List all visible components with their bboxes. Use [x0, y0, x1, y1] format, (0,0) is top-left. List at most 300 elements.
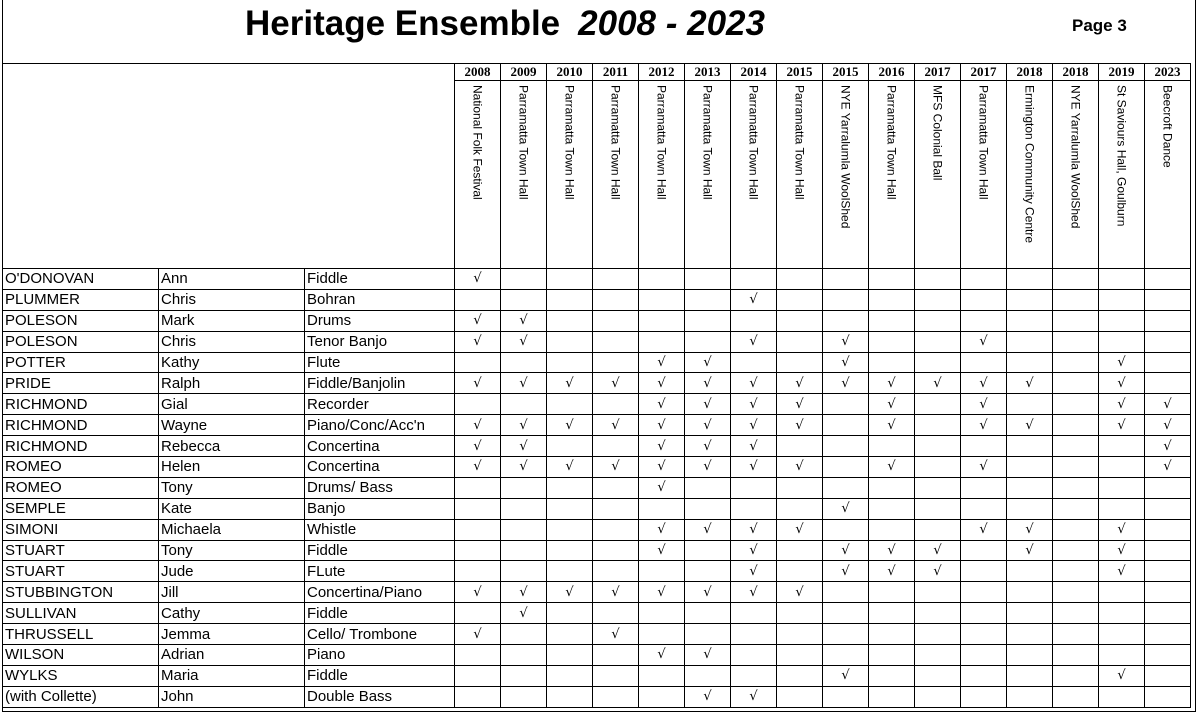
table-row — [3, 477, 1191, 498]
attendance-cell — [593, 331, 639, 352]
attendance-cell — [501, 665, 547, 686]
attendance-cell — [1007, 331, 1053, 352]
attendance-cell — [1053, 331, 1099, 352]
venue-header — [455, 81, 501, 269]
attendance-cell — [501, 540, 547, 561]
attendance-cell — [547, 498, 593, 519]
venue-label: Parramatta Town Hall — [608, 85, 623, 200]
attendance-cell — [961, 603, 1007, 624]
attendance-cell — [593, 540, 639, 561]
table-row — [3, 415, 1191, 436]
attendance-check: √ — [1099, 561, 1145, 582]
attendance-cell — [1145, 289, 1191, 310]
attendance-cell — [1053, 498, 1099, 519]
attendance-cell — [961, 269, 1007, 290]
attendance-check: √ — [455, 310, 501, 331]
attendance-cell — [593, 686, 639, 707]
attendance-cell — [1145, 582, 1191, 603]
attendance-cell — [823, 603, 869, 624]
surname-cell: SULLIVAN — [3, 603, 159, 624]
table-row — [3, 603, 1191, 624]
attendance-check: √ — [731, 540, 777, 561]
attendance-cell — [1053, 686, 1099, 707]
attendance-cell — [823, 686, 869, 707]
attendance-check: √ — [915, 561, 961, 582]
attendance-cell — [869, 289, 915, 310]
attendance-cell — [1007, 665, 1053, 686]
surname-cell: ROMEO — [3, 477, 159, 498]
year-header: 2016 — [869, 64, 915, 81]
attendance-cell — [1007, 394, 1053, 415]
attendance-check: √ — [685, 373, 731, 394]
table-row — [3, 498, 1191, 519]
year-header: 2015 — [777, 64, 823, 81]
attendance-cell — [1145, 310, 1191, 331]
attendance-check: √ — [961, 457, 1007, 478]
year-header: 2014 — [731, 64, 777, 81]
surname-cell: STUART — [3, 540, 159, 561]
venue-header — [547, 81, 593, 269]
attendance-check: √ — [731, 582, 777, 603]
attendance-cell — [915, 352, 961, 373]
attendance-cell — [1007, 498, 1053, 519]
attendance-cell — [1053, 665, 1099, 686]
attendance-cell — [1145, 331, 1191, 352]
venue-header — [1099, 81, 1145, 269]
attendance-cell — [547, 645, 593, 666]
attendance-check: √ — [1145, 415, 1191, 436]
attendance-check: √ — [915, 373, 961, 394]
attendance-cell — [915, 269, 961, 290]
attendance-check: √ — [915, 540, 961, 561]
table-row — [3, 519, 1191, 540]
attendance-cell — [685, 603, 731, 624]
attendance-check: √ — [731, 561, 777, 582]
attendance-cell — [1099, 603, 1145, 624]
attendance-cell — [639, 603, 685, 624]
surname-cell: RICHMOND — [3, 436, 159, 457]
attendance-check: √ — [961, 373, 1007, 394]
attendance-check: √ — [1007, 519, 1053, 540]
surname-cell: WYLKS — [3, 665, 159, 686]
attendance-cell — [1099, 310, 1145, 331]
attendance-cell — [869, 582, 915, 603]
first-name-cell: Mark — [159, 310, 305, 331]
venue-label: Parramatta Town Hall — [746, 85, 761, 200]
first-name-cell: Tony — [159, 540, 305, 561]
attendance-cell — [915, 519, 961, 540]
year-header-row — [3, 64, 1191, 81]
first-name-cell: Chris — [159, 331, 305, 352]
venue-header — [1145, 81, 1191, 269]
instrument-cell: Tenor Banjo — [305, 331, 455, 352]
attendance-cell — [1145, 665, 1191, 686]
year-header: 2009 — [501, 64, 547, 81]
attendance-cell — [1053, 561, 1099, 582]
attendance-cell — [777, 310, 823, 331]
attendance-cell — [915, 394, 961, 415]
attendance-cell — [593, 645, 639, 666]
attendance-cell — [1053, 436, 1099, 457]
attendance-cell — [869, 331, 915, 352]
attendance-cell — [961, 436, 1007, 457]
attendance-cell — [823, 269, 869, 290]
attendance-cell — [547, 603, 593, 624]
attendance-check: √ — [823, 352, 869, 373]
surname-cell: O'DONOVAN — [3, 269, 159, 290]
attendance-cell — [1053, 540, 1099, 561]
first-name-cell: Adrian — [159, 645, 305, 666]
attendance-cell — [777, 645, 823, 666]
attendance-cell — [455, 394, 501, 415]
surname-cell: SEMPLE — [3, 498, 159, 519]
surname-cell: WILSON — [3, 645, 159, 666]
venue-header — [869, 81, 915, 269]
venue-label: Parramatta Town Hall — [700, 85, 715, 200]
attendance-cell — [455, 352, 501, 373]
attendance-cell — [1145, 498, 1191, 519]
table-row — [3, 457, 1191, 478]
attendance-cell — [1007, 269, 1053, 290]
attendance-cell — [869, 519, 915, 540]
attendance-cell — [961, 665, 1007, 686]
attendance-cell — [1007, 624, 1053, 645]
attendance-cell — [823, 582, 869, 603]
attendance-cell — [731, 603, 777, 624]
year-header: 2018 — [1007, 64, 1053, 81]
attendance-cell — [777, 436, 823, 457]
instrument-cell: Fiddle — [305, 269, 455, 290]
attendance-check: √ — [685, 394, 731, 415]
attendance-cell — [777, 331, 823, 352]
attendance-cell — [1145, 352, 1191, 373]
attendance-cell — [1007, 436, 1053, 457]
attendance-check: √ — [777, 582, 823, 603]
attendance-cell — [455, 645, 501, 666]
attendance-cell — [455, 665, 501, 686]
attendance-check: √ — [501, 436, 547, 457]
attendance-cell — [1145, 561, 1191, 582]
attendance-check: √ — [639, 582, 685, 603]
instrument-cell: Fiddle — [305, 603, 455, 624]
attendance-cell — [915, 498, 961, 519]
table-row — [3, 289, 1191, 310]
attendance-cell — [501, 477, 547, 498]
title-text: Heritage Ensemble — [245, 4, 561, 43]
attendance-check: √ — [869, 561, 915, 582]
attendance-cell — [1053, 457, 1099, 478]
attendance-cell — [501, 352, 547, 373]
attendance-cell — [1099, 477, 1145, 498]
attendance-check: √ — [639, 352, 685, 373]
attendance-check: √ — [685, 519, 731, 540]
attendance-cell — [593, 310, 639, 331]
attendance-cell — [915, 415, 961, 436]
attendance-cell — [1145, 686, 1191, 707]
attendance-check: √ — [685, 686, 731, 707]
instrument-cell: Concertina/Piano — [305, 582, 455, 603]
attendance-cell — [915, 310, 961, 331]
table-row — [3, 624, 1191, 645]
attendance-cell — [1007, 477, 1053, 498]
attendance-check: √ — [547, 415, 593, 436]
first-name-cell: Jill — [159, 582, 305, 603]
venue-header — [1007, 81, 1053, 269]
surname-cell: POLESON — [3, 331, 159, 352]
attendance-check: √ — [731, 394, 777, 415]
attendance-cell — [547, 665, 593, 686]
attendance-check: √ — [501, 415, 547, 436]
attendance-cell — [1053, 645, 1099, 666]
attendance-cell — [1099, 645, 1145, 666]
year-header: 2011 — [593, 64, 639, 81]
attendance-check: √ — [685, 415, 731, 436]
attendance-check: √ — [501, 603, 547, 624]
attendance-cell — [547, 352, 593, 373]
attendance-cell — [1053, 394, 1099, 415]
attendance-cell — [777, 498, 823, 519]
instrument-cell: Piano/Conc/Acc'n — [305, 415, 455, 436]
first-name-cell: Chris — [159, 289, 305, 310]
attendance-check: √ — [1145, 457, 1191, 478]
attendance-cell — [1007, 561, 1053, 582]
first-name-cell: Kathy — [159, 352, 305, 373]
table-row — [3, 394, 1191, 415]
attendance-cell — [961, 624, 1007, 645]
table-row — [3, 310, 1191, 331]
attendance-cell — [1145, 519, 1191, 540]
attendance-cell — [639, 686, 685, 707]
attendance-check: √ — [731, 436, 777, 457]
attendance-check: √ — [823, 561, 869, 582]
table-row — [3, 582, 1191, 603]
attendance-cell — [777, 686, 823, 707]
attendance-check: √ — [593, 415, 639, 436]
page-title — [0, 4, 1010, 44]
attendance-cell — [1053, 582, 1099, 603]
table-row — [3, 561, 1191, 582]
header-blank — [3, 64, 455, 269]
instrument-cell: Bohran — [305, 289, 455, 310]
year-header: 2008 — [455, 64, 501, 81]
attendance-check: √ — [961, 394, 1007, 415]
attendance-check: √ — [547, 457, 593, 478]
attendance-cell — [823, 519, 869, 540]
attendance-cell — [915, 436, 961, 457]
table-row — [3, 645, 1191, 666]
attendance-cell — [501, 394, 547, 415]
attendance-check: √ — [639, 373, 685, 394]
attendance-cell — [1053, 624, 1099, 645]
attendance-cell — [961, 289, 1007, 310]
table-row — [3, 665, 1191, 686]
attendance-cell — [455, 477, 501, 498]
attendance-check: √ — [455, 331, 501, 352]
first-name-cell: Cathy — [159, 603, 305, 624]
attendance-check: √ — [685, 436, 731, 457]
attendance-cell — [823, 645, 869, 666]
table-row — [3, 269, 1191, 290]
attendance-cell — [685, 561, 731, 582]
attendance-cell — [731, 645, 777, 666]
attendance-check: √ — [593, 373, 639, 394]
attendance-cell — [593, 561, 639, 582]
attendance-cell — [1007, 603, 1053, 624]
instrument-cell: Flute — [305, 352, 455, 373]
attendance-cell — [1053, 373, 1099, 394]
attendance-cell — [961, 352, 1007, 373]
instrument-cell: Fiddle/Banjolin — [305, 373, 455, 394]
attendance-cell — [823, 289, 869, 310]
attendance-check: √ — [869, 373, 915, 394]
first-name-cell: Helen — [159, 457, 305, 478]
attendance-cell — [639, 561, 685, 582]
surname-cell: RICHMOND — [3, 415, 159, 436]
attendance-cell — [547, 331, 593, 352]
attendance-check: √ — [455, 269, 501, 290]
attendance-table — [2, 63, 1191, 708]
surname-cell: STUART — [3, 561, 159, 582]
surname-cell: STUBBINGTON — [3, 582, 159, 603]
first-name-cell: Wayne — [159, 415, 305, 436]
attendance-cell — [593, 394, 639, 415]
attendance-check: √ — [501, 582, 547, 603]
attendance-cell — [1099, 457, 1145, 478]
title-years: 2008 - 2023 — [578, 4, 765, 43]
attendance-check: √ — [777, 457, 823, 478]
attendance-cell — [547, 436, 593, 457]
attendance-cell — [961, 498, 1007, 519]
attendance-check: √ — [639, 457, 685, 478]
year-header: 2013 — [685, 64, 731, 81]
attendance-cell — [915, 477, 961, 498]
attendance-cell — [593, 477, 639, 498]
venue-label: Parramatta Town Hall — [654, 85, 669, 200]
attendance-cell — [593, 603, 639, 624]
attendance-cell — [1145, 540, 1191, 561]
attendance-cell — [593, 665, 639, 686]
attendance-check: √ — [639, 645, 685, 666]
instrument-cell: Fiddle — [305, 665, 455, 686]
attendance-cell — [639, 331, 685, 352]
instrument-cell: Concertina — [305, 436, 455, 457]
attendance-cell — [1099, 436, 1145, 457]
table-row — [3, 373, 1191, 394]
venue-label: Parramatta Town Hall — [562, 85, 577, 200]
year-header: 2018 — [1053, 64, 1099, 81]
venue-label: NYE Yarralumla WoolShed — [1068, 85, 1083, 229]
instrument-cell: Double Bass — [305, 686, 455, 707]
first-name-cell: Rebecca — [159, 436, 305, 457]
attendance-check: √ — [685, 645, 731, 666]
table-row — [3, 331, 1191, 352]
attendance-cell — [961, 477, 1007, 498]
attendance-cell — [1099, 331, 1145, 352]
attendance-cell — [869, 624, 915, 645]
attendance-check: √ — [1007, 415, 1053, 436]
attendance-cell — [869, 665, 915, 686]
attendance-check: √ — [639, 394, 685, 415]
attendance-cell — [547, 519, 593, 540]
attendance-cell — [501, 289, 547, 310]
attendance-check: √ — [639, 415, 685, 436]
instrument-cell: Drums/ Bass — [305, 477, 455, 498]
attendance-cell — [777, 289, 823, 310]
attendance-cell — [777, 269, 823, 290]
attendance-cell — [1053, 603, 1099, 624]
attendance-cell — [915, 686, 961, 707]
attendance-cell — [685, 269, 731, 290]
venue-header — [639, 81, 685, 269]
attendance-cell — [1053, 477, 1099, 498]
attendance-cell — [685, 665, 731, 686]
attendance-cell — [547, 394, 593, 415]
attendance-check: √ — [639, 519, 685, 540]
first-name-cell: Ralph — [159, 373, 305, 394]
attendance-check: √ — [455, 457, 501, 478]
surname-cell: POTTER — [3, 352, 159, 373]
attendance-cell — [731, 352, 777, 373]
venue-label: Parramatta Town Hall — [516, 85, 531, 200]
attendance-cell — [915, 603, 961, 624]
attendance-check: √ — [869, 457, 915, 478]
page-number: Page 3 — [1072, 16, 1127, 35]
instrument-cell: FLute — [305, 561, 455, 582]
year-header: 2010 — [547, 64, 593, 81]
year-header: 2012 — [639, 64, 685, 81]
attendance-cell — [639, 289, 685, 310]
attendance-check: √ — [731, 686, 777, 707]
year-header: 2023 — [1145, 64, 1191, 81]
attendance-check: √ — [685, 457, 731, 478]
instrument-cell: Banjo — [305, 498, 455, 519]
first-name-cell: Maria — [159, 665, 305, 686]
attendance-check: √ — [593, 457, 639, 478]
attendance-cell — [455, 540, 501, 561]
attendance-cell — [1007, 645, 1053, 666]
attendance-cell — [869, 603, 915, 624]
attendance-cell — [915, 289, 961, 310]
attendance-cell — [1145, 645, 1191, 666]
attendance-cell — [501, 498, 547, 519]
venue-header — [731, 81, 777, 269]
attendance-cell — [1145, 373, 1191, 394]
attendance-check: √ — [501, 310, 547, 331]
attendance-cell — [869, 477, 915, 498]
attendance-cell — [731, 269, 777, 290]
attendance-cell — [915, 665, 961, 686]
attendance-cell — [547, 310, 593, 331]
attendance-check: √ — [777, 394, 823, 415]
attendance-cell — [1099, 289, 1145, 310]
attendance-cell — [639, 498, 685, 519]
attendance-cell — [501, 686, 547, 707]
attendance-cell — [961, 645, 1007, 666]
year-header: 2019 — [1099, 64, 1145, 81]
attendance-cell — [731, 498, 777, 519]
attendance-cell — [501, 519, 547, 540]
surname-cell: SIMONI — [3, 519, 159, 540]
surname-cell: (with Collette) — [3, 686, 159, 707]
attendance-check: √ — [961, 519, 1007, 540]
attendance-cell — [685, 289, 731, 310]
attendance-check: √ — [1145, 436, 1191, 457]
year-header: 2017 — [961, 64, 1007, 81]
venue-label: National Folk Festival — [470, 85, 485, 200]
attendance-cell — [1099, 624, 1145, 645]
members-body — [3, 269, 1191, 708]
attendance-check: √ — [501, 331, 547, 352]
